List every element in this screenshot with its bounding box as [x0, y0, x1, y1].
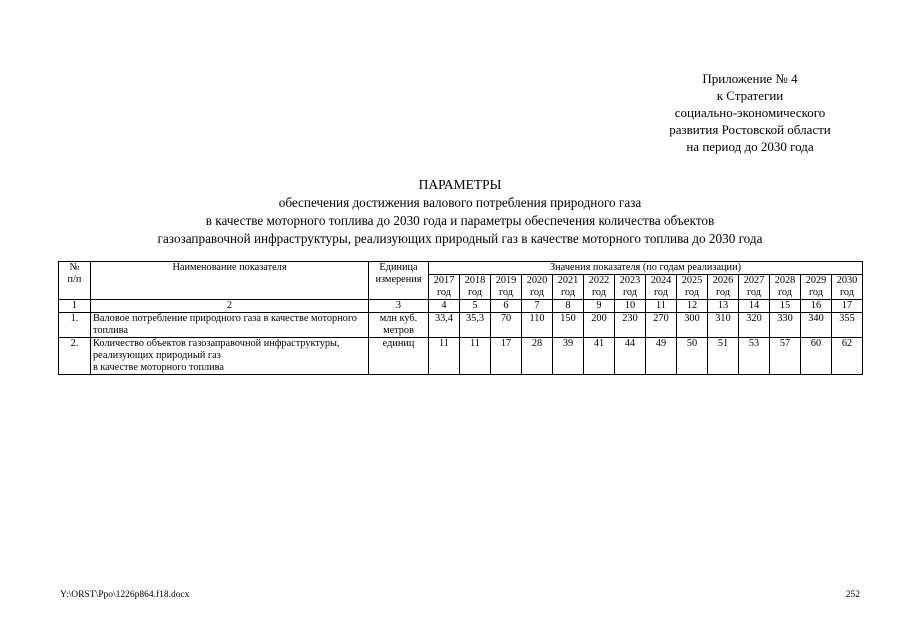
header-year — [615, 275, 646, 300]
row-value: 33,4 — [429, 313, 460, 338]
heading-line: газозаправочной инфраструктуры, реализующих природный газ в качестве моторного топлива до 2030 года — [157, 231, 763, 246]
column-number: 13 — [708, 300, 739, 313]
year-number: 2019 — [495, 275, 517, 286]
column-number: 5 — [460, 300, 491, 313]
header-num: № п/п — [59, 262, 91, 300]
column-number: 8 — [553, 300, 584, 313]
header-year — [801, 275, 832, 300]
header-year — [677, 275, 708, 300]
header-year — [553, 275, 584, 300]
row-value: 39 — [553, 338, 584, 375]
year-number: 2022 — [588, 275, 610, 286]
column-numbers-row — [59, 300, 863, 313]
row-num: 1. — [59, 313, 91, 338]
year-unit: год — [529, 287, 545, 298]
header-year — [522, 275, 553, 300]
row-value: 53 — [739, 338, 770, 375]
row-value: 35,3 — [460, 313, 491, 338]
year-number: 2017 — [433, 275, 455, 286]
file-path: Y:\ORST\Ppo\1226p864.f18.docx — [60, 590, 190, 600]
year-unit: год — [715, 287, 731, 298]
year-number: 2026 — [712, 275, 734, 286]
appendix-line: к Стратегии — [716, 88, 784, 103]
row-value: 60 — [801, 338, 832, 375]
row-value: 57 — [770, 338, 801, 375]
row-value: 310 — [708, 313, 739, 338]
row-value: 51 — [708, 338, 739, 375]
row-value: 200 — [584, 313, 615, 338]
year-unit: год — [591, 287, 607, 298]
year-unit: год — [467, 287, 483, 298]
header-year — [491, 275, 522, 300]
row-value: 11 — [429, 338, 460, 375]
appendix-block — [640, 70, 860, 155]
header-values-group: Значения показателя (по годам реализации) — [429, 262, 863, 275]
column-number: 10 — [615, 300, 646, 313]
header-year — [739, 275, 770, 300]
row-num: 2. — [59, 338, 91, 375]
year-unit: год — [808, 287, 824, 298]
column-number: 6 — [491, 300, 522, 313]
year-unit: год — [560, 287, 576, 298]
column-number: 3 — [369, 300, 429, 313]
header-row — [59, 262, 863, 275]
column-number: 12 — [677, 300, 708, 313]
year-number: 2021 — [557, 275, 579, 286]
header-year — [429, 275, 460, 300]
row-unit: единиц — [369, 338, 429, 375]
column-number: 16 — [801, 300, 832, 313]
table-row — [59, 313, 863, 338]
heading-line: обеспечения достижения валового потребления природного газа — [278, 195, 642, 210]
row-value: 17 — [491, 338, 522, 375]
year-unit: год — [653, 287, 669, 298]
year-unit: год — [622, 287, 638, 298]
row-value: 49 — [646, 338, 677, 375]
year-unit: год — [436, 287, 452, 298]
column-number: 2 — [91, 300, 369, 313]
year-unit: год — [746, 287, 762, 298]
row-unit: млн куб. метров — [369, 313, 429, 338]
year-unit: год — [684, 287, 700, 298]
row-value: 150 — [553, 313, 584, 338]
year-number: 2020 — [526, 275, 548, 286]
header-year — [708, 275, 739, 300]
year-number: 2029 — [805, 275, 827, 286]
document-title: ПАРАМЕТРЫ — [418, 177, 502, 192]
column-number: 11 — [646, 300, 677, 313]
parameters-table-body — [59, 262, 863, 375]
year-number: 2024 — [650, 275, 672, 286]
column-number: 15 — [770, 300, 801, 313]
row-value: 270 — [646, 313, 677, 338]
page-number: 252 — [845, 590, 860, 600]
appendix-line: Приложение № 4 — [702, 71, 798, 86]
row-value: 300 — [677, 313, 708, 338]
year-number: 2025 — [681, 275, 703, 286]
header-year — [646, 275, 677, 300]
header-year — [584, 275, 615, 300]
parameters-table — [58, 261, 863, 375]
column-number: 14 — [739, 300, 770, 313]
year-number: 2023 — [619, 275, 641, 286]
header-year — [460, 275, 491, 300]
row-name: Количество объектов газозаправочной инфраструктуры, реализующих природный газ в качестве моторного топлива — [91, 338, 369, 375]
row-value: 330 — [770, 313, 801, 338]
year-number: 2027 — [743, 275, 765, 286]
column-number: 17 — [832, 300, 863, 313]
year-unit: год — [498, 287, 514, 298]
row-value: 11 — [460, 338, 491, 375]
row-value: 230 — [615, 313, 646, 338]
column-number: 7 — [522, 300, 553, 313]
header-unit: Единица измерения — [369, 262, 429, 300]
row-value: 28 — [522, 338, 553, 375]
row-value: 50 — [677, 338, 708, 375]
header-name: Наименование показателя — [91, 262, 369, 300]
row-value: 41 — [584, 338, 615, 375]
appendix-line: на период до 2030 года — [686, 139, 814, 154]
appendix-line: социально-экономического — [674, 105, 826, 120]
row-value: 44 — [615, 338, 646, 375]
row-value: 70 — [491, 313, 522, 338]
column-number: 1 — [59, 300, 91, 313]
row-value: 62 — [832, 338, 863, 375]
heading-line: в качестве моторного топлива до 2030 года и параметры обеспечения количества объектов — [205, 213, 715, 228]
header-year — [770, 275, 801, 300]
row-value: 110 — [522, 313, 553, 338]
row-name: Валовое потребление природного газа в качестве моторного топлива — [91, 313, 369, 338]
year-unit: год — [777, 287, 793, 298]
row-value: 320 — [739, 313, 770, 338]
year-number: 2028 — [774, 275, 796, 286]
column-number: 4 — [429, 300, 460, 313]
document-heading — [60, 176, 860, 248]
year-number: 2018 — [464, 275, 486, 286]
column-number: 9 — [584, 300, 615, 313]
year-unit: год — [839, 287, 855, 298]
header-year — [832, 275, 863, 300]
year-number: 2030 — [836, 275, 858, 286]
appendix-line: развития Ростовской области — [669, 122, 831, 137]
row-value: 340 — [801, 313, 832, 338]
row-value: 355 — [832, 313, 863, 338]
table-row — [59, 338, 863, 375]
